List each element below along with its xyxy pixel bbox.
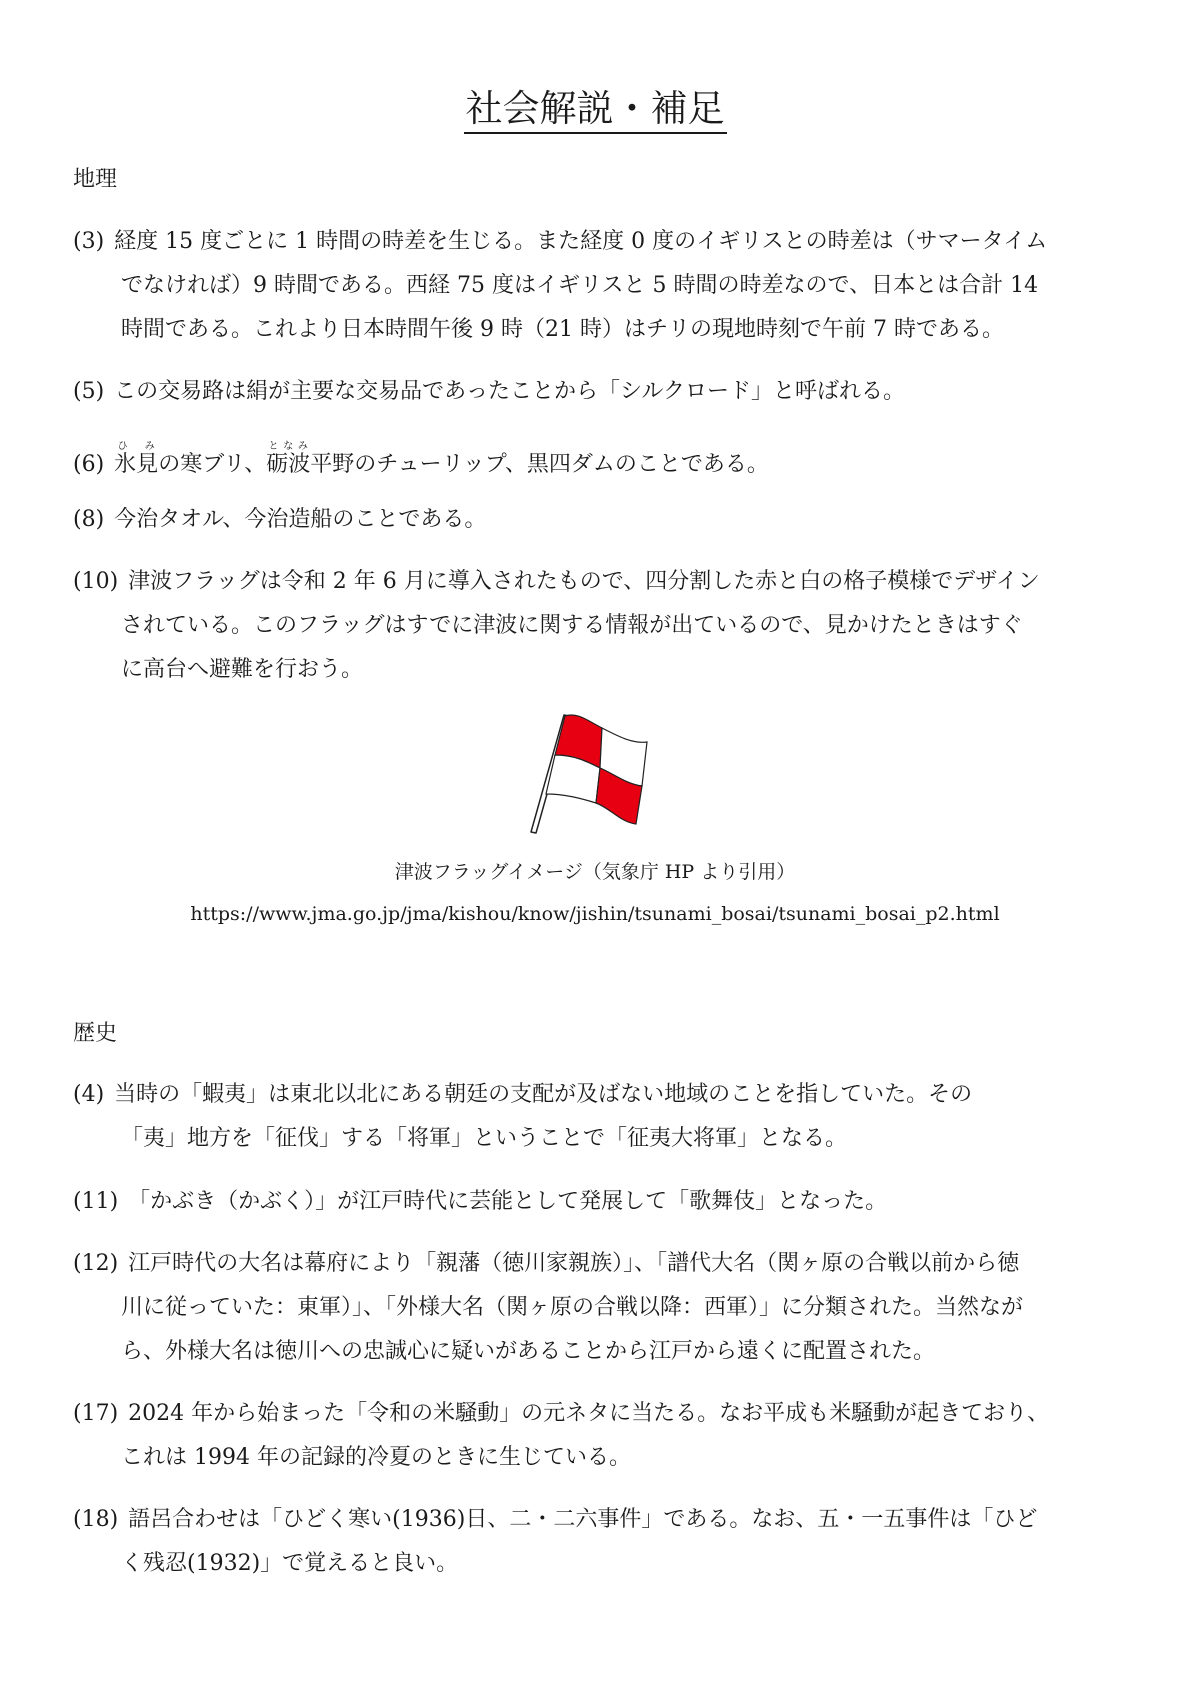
item-line: (3) 経度 15 度ごとに 1 時間の時差を生じる。また経度 0 度のイギリスとの時差は（サマータイム [73,229,1048,254]
item-line: されている。このフラッグはすでに津波に関する情報が出ているので、見かけたときはすぐ [121,613,1023,638]
item-number: (17) [73,1401,119,1426]
item-line: (18) 語呂合わせは「ひどく寒い(1936)日、二・二六事件」である。なお、五・一五事件は「ひど [73,1507,1038,1532]
item-number: (11) [73,1189,119,1214]
item-number: (4) [73,1082,105,1107]
item-line: でなければ）9 時間である。西経 75 度はイギリスと 5 時間の時差なので、日本とは合計 14 [121,273,1039,298]
item-line: (4) 当時の「蝦夷」は東北以北にある朝廷の支配が及ばない地域のことを指していた。その [73,1082,973,1107]
section-heading-geography: 地理 [73,167,118,192]
ruby-himi: 氷見ひ み [114,441,159,477]
section-heading-history: 歴史 [73,1021,118,1046]
item-number: (6) [73,452,105,477]
item-line: (12) 江戸時代の大名は幕府により「親藩（徳川家親族）」、「譜代大名（関ヶ原の合戦以前から徳 [73,1251,1020,1276]
item-line: (6) 氷見ひ みの寒ブリ、砺波となみ平野のチューリップ、黒四ダムのことである。 [73,441,769,477]
item-line: 川に従っていた：東軍）」、「外様大名（関ヶ原の合戦以降：西軍）」に分類された。当然なが [121,1295,1024,1320]
item-line: く残忍(1932)」で覚えると良い。 [121,1551,459,1576]
item-line: (17) 2024 年から始まった「令和の米騒動」の元ネタに当たる。なお平成も米騒動が起きており、 [73,1401,1050,1426]
item-line: (8) 今治タオル、今治造船のことである。 [73,507,487,532]
item-line: 「夷」地方を「征伐」する「将軍」ということで「征夷大将軍」となる。 [121,1126,848,1151]
page-title: 社会解説・補足 [0,84,1190,134]
ruby-tonami: 砺波となみ [266,441,311,477]
item-number: (18) [73,1507,119,1532]
tsunami-flag-image [528,712,678,837]
item-number: (12) [73,1251,119,1276]
item-line: (11) 「かぶき（かぶく）」が江戸時代に芸能として発展して「歌舞伎」となった。 [73,1189,888,1214]
item-number: (10) [73,569,119,594]
item-line: (10) 津波フラッグは令和 2 年 6 月に導入されたもので、四分割した赤と白の格子模様でデザイン [73,569,1040,594]
item-line: ら、外様大名は徳川への忠誠心に疑いがあることから江戸から遠くに配置された。 [121,1339,936,1364]
flag-source-url: https://www.jma.go.jp/jma/kishou/know/jishin/tsunami_bosai/tsunami_bosai_p2.html [190,903,1000,925]
item-line: (5) この交易路は絹が主要な交易品であったことから「シルクロード」と呼ばれる。 [73,379,905,404]
item-number: (5) [73,379,105,404]
flag-caption: 津波フラッグイメージ（気象庁 HP より引用） [394,861,796,883]
item-number: (8) [73,507,105,532]
item-number: (3) [73,229,105,254]
item-line: これは 1994 年の記録的冷夏のときに生じている。 [121,1445,631,1470]
item-line: 時間である。これより日本時間午後 9 時（21 時）はチリの現地時刻で午前 7 時である。 [121,317,1004,342]
item-line: に高台へ避難を行おう。 [121,657,364,682]
